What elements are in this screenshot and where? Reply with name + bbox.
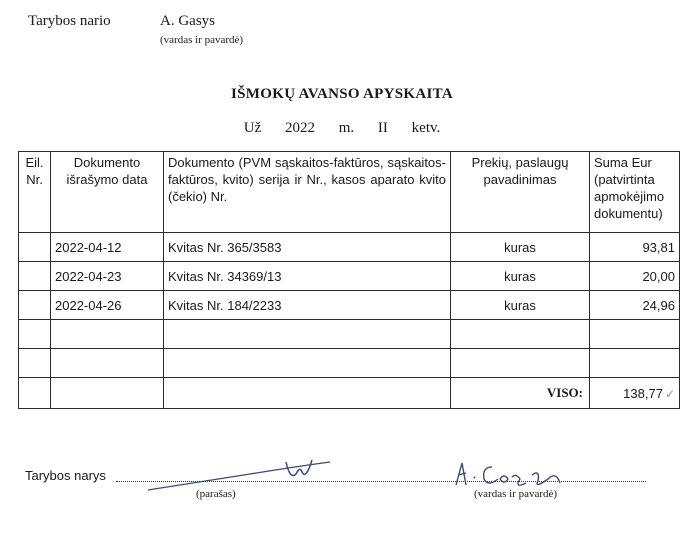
period-quarter: II — [377, 120, 388, 136]
signer-label: Tarybos narys — [25, 468, 106, 483]
signer-name-caption: (vardas ir pavardė) — [474, 488, 558, 500]
cell-nr — [19, 320, 51, 349]
cell-document — [164, 320, 451, 349]
report-period — [0, 120, 684, 137]
cell-empty — [164, 378, 451, 409]
cell-date: 2022-04-23 — [51, 262, 164, 291]
handwritten-signature — [140, 450, 340, 500]
cell-sum — [590, 349, 680, 378]
cell-date — [51, 320, 164, 349]
col-header-sum: Suma Eur (patvirtinta apmokėjimo dokumentu) — [590, 152, 680, 233]
header-role: Tarybos nario — [28, 13, 111, 29]
period-quarter-suffix: ketv. — [411, 120, 441, 136]
cell-date: 2022-04-12 — [51, 233, 164, 262]
cell-sum — [590, 320, 680, 349]
cell-nr — [19, 262, 51, 291]
cell-date: 2022-04-26 — [51, 291, 164, 320]
header-name: A. Gasys — [160, 13, 215, 29]
cell-item — [451, 320, 590, 349]
cell-document: Kvitas Nr. 365/3583 — [164, 233, 451, 262]
document-title: IŠMOKŲ AVANSO APYSKAITA — [231, 86, 453, 102]
period-prefix: Už — [243, 120, 262, 136]
cell-document: Kvitas Nr. 184/2233 — [164, 291, 451, 320]
total-value: 138,77 — [623, 385, 663, 401]
cell-empty — [51, 378, 164, 409]
table-header-row — [19, 152, 680, 233]
col-header-date: Dokumento išrašymo data — [51, 152, 164, 233]
cell-sum: 24,96 — [590, 291, 680, 320]
table-row — [19, 291, 680, 320]
total-row — [19, 378, 680, 409]
table-row — [19, 349, 680, 378]
col-header-document: Dokumento (PVM sąskaitos-faktūros, sąskaitos-faktūros, kvito) serija ir Nr., kasos aparato kvito (čekio) Nr. — [164, 152, 451, 233]
total-label: VISO: — [451, 378, 590, 409]
period-year-suffix: m. — [338, 120, 355, 136]
cell-document — [164, 349, 451, 378]
cell-item: kuras — [451, 233, 590, 262]
table-row — [19, 320, 680, 349]
period-year: 2022 — [284, 120, 315, 136]
cell-item: kuras — [451, 291, 590, 320]
cell-item: kuras — [451, 262, 590, 291]
cell-document: Kvitas Nr. 34369/13 — [164, 262, 451, 291]
total-cell — [590, 378, 680, 409]
cell-sum: 20,00 — [590, 262, 680, 291]
cell-nr — [19, 349, 51, 378]
table-row — [19, 262, 680, 291]
col-header-nr: Eil. Nr. — [19, 152, 51, 233]
cell-nr — [19, 233, 51, 262]
cell-nr — [19, 291, 51, 320]
advance-report-table — [18, 151, 680, 409]
col-header-item: Prekių, paslaugų pavadinimas — [451, 152, 590, 233]
cell-empty — [19, 378, 51, 409]
cell-item — [451, 349, 590, 378]
cell-sum: 93,81 — [590, 233, 680, 262]
header-name-caption: (vardas ir pavardė) — [160, 34, 244, 46]
cell-date — [51, 349, 164, 378]
table-row — [19, 233, 680, 262]
checkmark-icon: ✓ — [664, 386, 675, 401]
signature-caption: (parašas) — [196, 488, 236, 500]
